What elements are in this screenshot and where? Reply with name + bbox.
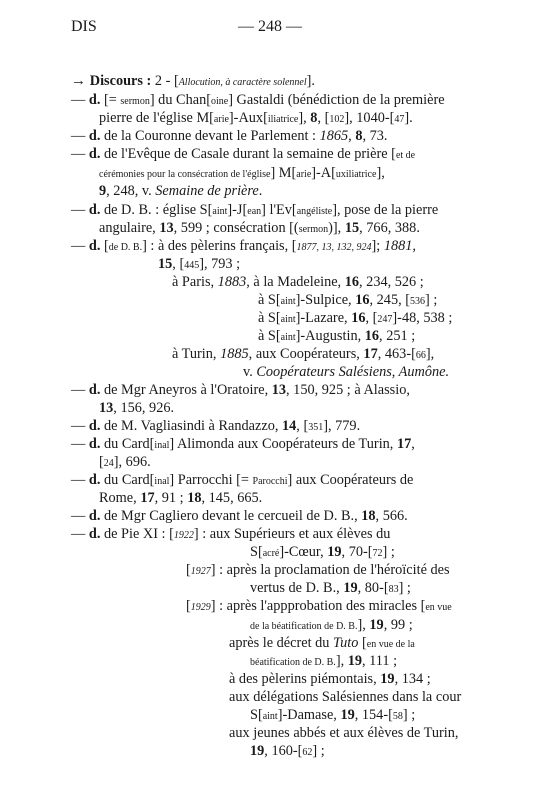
line-segment: — [71, 436, 86, 452]
line-segment: 1881, [383, 238, 416, 254]
line-segment: oine [211, 96, 229, 107]
index-line [229, 689, 461, 706]
line-segment: Allocution, à caractère solennel [178, 77, 307, 88]
line-segment: 19 [380, 671, 395, 687]
line-segment: aux délégations Salésiennes dans la cour [229, 689, 462, 705]
line-segment: ean [247, 206, 262, 217]
line-segment: 18 [187, 490, 202, 506]
line-segment: de Pie XI : [ [103, 526, 174, 542]
line-segment: 247 [377, 314, 393, 325]
line-segment: [ [358, 635, 367, 651]
line-segment: 15 [344, 220, 360, 236]
line-segment: 536 [410, 296, 426, 307]
line-segment: 445 [184, 260, 200, 271]
line-segment: Parocchi [252, 476, 288, 487]
line-segment: d. [85, 92, 104, 108]
line-segment: , 91 ; [154, 490, 188, 506]
line-segment: , 73. [362, 128, 388, 144]
line-segment: 58 [392, 711, 403, 722]
line-segment: 19 [343, 580, 358, 596]
line-segment: , 150, 925 ; à Alassio, [286, 382, 410, 398]
line-segment: ] ; [312, 743, 325, 759]
index-line [186, 598, 452, 616]
page-header [0, 18, 540, 42]
line-segment: 1883 [217, 274, 247, 290]
line-segment: , 463-[ [377, 346, 416, 362]
line-segment: aint [212, 206, 228, 217]
line-segment: , 134 ; [394, 671, 431, 687]
line-segment: , 160-[ [264, 743, 303, 759]
line-segment: S[ [250, 707, 263, 723]
line-segment: ], 1040-[ [344, 110, 395, 126]
line-segment: 8 [310, 110, 318, 126]
line-segment: 66 [415, 350, 426, 361]
line-segment: ]-Aux[ [228, 110, 268, 126]
index-line [250, 743, 325, 761]
line-segment: du Card[ [103, 472, 155, 488]
line-segment: ]-Sulpice, [295, 292, 356, 308]
line-segment: ]. [404, 110, 413, 126]
line-segment: à Turin, [172, 346, 221, 362]
line-segment: d. [85, 508, 104, 524]
line-segment: béatification de D. B. [250, 657, 336, 668]
line-segment: aux jeunes abbés et aux élèves de Turin, [229, 725, 459, 741]
index-line [71, 508, 408, 525]
line-segment: 1885 [220, 346, 249, 362]
index-line [229, 671, 431, 688]
line-segment: , 154-[ [354, 707, 393, 723]
line-segment: , 766, 388. [359, 220, 420, 236]
line-segment: sermon [120, 96, 150, 107]
line-segment: 102 [329, 114, 345, 125]
line-segment: de D. B. : église S[ [103, 202, 213, 218]
line-segment: vertus de D. B., [250, 580, 344, 596]
line-segment: aint [262, 711, 278, 722]
line-segment: 13 [159, 220, 174, 236]
line-segment: ]-A[ [311, 165, 336, 181]
line-segment: d. [85, 418, 104, 434]
line-segment: 1865 [319, 128, 349, 144]
line-segment: iliatrice [267, 114, 299, 125]
line-segment: ], pose de la pierre [332, 202, 439, 218]
line-segment: , [411, 436, 415, 452]
index-line [99, 400, 174, 417]
line-segment: [ [103, 238, 109, 254]
line-segment: de Mgr Cagliero devant le cercueil de D. B., [103, 508, 362, 524]
line-segment: de la Couronne devant le Parlement : [103, 128, 320, 144]
index-line [258, 292, 437, 310]
line-segment: 24 [103, 458, 114, 469]
line-segment: 13 [271, 382, 287, 398]
line-segment: 17 [396, 436, 412, 452]
line-segment: et de [395, 150, 416, 161]
line-segment: . [258, 183, 263, 199]
line-segment: S[ [250, 544, 263, 560]
index-line [99, 454, 151, 472]
line-segment: , 145, 665. [201, 490, 263, 506]
line-segment: en vue [425, 602, 452, 613]
index-line [158, 256, 240, 274]
index-line [258, 328, 415, 346]
line-segment: d. [85, 146, 104, 162]
line-segment: [ [99, 454, 104, 470]
line-segment: 17 [363, 346, 378, 362]
line-segment: aint [280, 332, 296, 343]
line-segment: 2 - [154, 73, 174, 89]
line-segment: ], 793 ; [199, 256, 241, 272]
line-segment: — [71, 418, 86, 434]
line-segment: , 245, [ [369, 292, 411, 308]
line-segment: 47 [394, 114, 405, 125]
line-segment: — [71, 92, 86, 108]
line-segment: , 99 ; [383, 617, 413, 633]
line-segment: 14 [282, 418, 297, 434]
line-segment: en vue de la [366, 639, 415, 650]
line-segment: ], [425, 346, 435, 362]
index-line [99, 165, 385, 183]
line-segment: 19 [347, 653, 363, 669]
line-segment: , [ [317, 110, 330, 126]
index-line [71, 73, 315, 91]
line-segment: d. [85, 436, 104, 452]
line-segment: du Card[ [103, 436, 155, 452]
line-segment: — [71, 238, 86, 254]
line-segment: sermon [298, 224, 329, 235]
index-line [71, 202, 438, 220]
line-segment: ] Parrocchi [= [169, 472, 253, 488]
line-segment: 18 [361, 508, 376, 524]
line-segment: d. [85, 472, 104, 488]
index-line [243, 364, 449, 381]
line-segment: ]-Damase, [277, 707, 341, 723]
index-line [71, 472, 413, 490]
line-segment: ]-Lazare, [295, 310, 352, 326]
index-line [71, 382, 410, 399]
line-segment: , 80-[ [357, 580, 389, 596]
index-line [71, 128, 388, 145]
line-segment: à S[ [258, 292, 281, 308]
line-segment: ], [376, 165, 385, 181]
line-segment: , à la Madeleine, [246, 274, 345, 290]
index-line [258, 310, 452, 328]
index-line [250, 580, 411, 598]
line-segment: , 566. [375, 508, 408, 524]
line-segment: , [ [172, 256, 185, 272]
line-segment: — [71, 146, 86, 162]
line-segment: d. [85, 238, 104, 254]
line-segment: — [71, 472, 86, 488]
line-segment: 1927 [190, 566, 211, 577]
line-segment: pierre de l'église M[ [99, 110, 214, 126]
line-segment: Semaine de prière [155, 183, 259, 199]
line-segment: 1929 [190, 602, 211, 613]
line-segment: 15 [158, 256, 173, 272]
index-line [71, 418, 360, 436]
line-segment: [ [173, 73, 179, 89]
line-segment: ] ; [402, 707, 416, 723]
line-segment: 19 [250, 743, 265, 759]
line-segment: 83 [388, 584, 399, 595]
line-segment: aint [280, 314, 296, 325]
line-segment: ]; [371, 238, 384, 254]
line-segment: de D. B. [108, 242, 143, 253]
line-segment: , [ [296, 418, 309, 434]
line-segment: — [71, 508, 86, 524]
line-segment: ] ; [398, 580, 411, 596]
line-segment: d. [85, 202, 104, 218]
line-segment: — [71, 202, 86, 218]
line-segment: 16 [355, 292, 370, 308]
line-segment: ] Alimonda aux Coopérateurs de Turin, [169, 436, 397, 452]
index-line [99, 110, 413, 128]
line-segment: ]-Augustin, [295, 328, 365, 344]
line-segment: , [348, 128, 356, 144]
line-segment: [= [103, 92, 121, 108]
line-segment: 19 [340, 707, 355, 723]
line-segment: , 111 ; [362, 653, 398, 669]
line-segment: ] M[ [270, 165, 297, 181]
line-segment: d. [85, 526, 104, 542]
line-segment: acré [262, 548, 280, 559]
line-segment: de Mgr Aneyros à l'Oratoire, [103, 382, 272, 398]
line-segment: inal [154, 440, 170, 451]
line-segment: d. [85, 128, 104, 144]
line-segment: , aux Coopérateurs, [248, 346, 364, 362]
line-segment: inal [154, 476, 170, 487]
index-line [99, 220, 420, 238]
line-segment: ] : à des pèlerins français, [ [142, 238, 297, 254]
line-segment: de la béatification de D. B. [250, 621, 358, 632]
page-number: — 248 — [238, 18, 302, 35]
line-segment: ] du Chan[ [149, 92, 211, 108]
running-head: DIS [71, 18, 97, 35]
line-segment: de M. Vagliasindi à Randazzo, [103, 418, 282, 434]
line-segment: , 251 ; [379, 328, 416, 344]
line-segment: 72 [372, 548, 383, 559]
line-segment: 8 [355, 128, 363, 144]
line-segment: , 70-[ [341, 544, 373, 560]
line-segment: ] : aux Supérieurs et aux élèves du [193, 526, 391, 542]
line-segment: 1877, 13, 132, 924 [296, 242, 372, 253]
index-line [71, 436, 415, 454]
line-segment: ], [357, 617, 370, 633]
line-segment: ] l'Ev[ [261, 202, 297, 218]
line-segment: ] aux Coopérateurs de [287, 472, 414, 488]
line-segment: cérémonies pour la consécration de l'église [99, 169, 271, 180]
index-line [71, 238, 416, 256]
line-segment: → [71, 73, 90, 89]
line-segment: d. [85, 382, 104, 398]
index-line [250, 544, 395, 562]
line-segment: angéliste [296, 206, 333, 217]
index-line [186, 562, 450, 580]
line-segment: ], 696. [113, 454, 151, 470]
line-segment: uxiliatrice [335, 169, 377, 180]
line-segment: 9 [99, 183, 107, 199]
index-line [172, 346, 434, 364]
index-line [71, 92, 445, 110]
index-line [99, 490, 262, 507]
line-segment: à S[ [258, 328, 281, 344]
line-segment: ] : après la proclamation de l'héroïcité des [210, 562, 450, 578]
line-segment: arie [213, 114, 229, 125]
line-segment: ] Gastaldi (bénédiction de la première [228, 92, 445, 108]
line-segment: — [71, 128, 86, 144]
line-segment: 16 [364, 328, 380, 344]
line-segment: v. [243, 364, 257, 380]
line-segment: 19 [327, 544, 342, 560]
line-segment: , 234, 526 ; [359, 274, 424, 290]
line-segment: ], [298, 110, 311, 126]
line-segment: ], [335, 653, 348, 669]
line-segment: , 248, v. [106, 183, 156, 199]
line-segment: arie [296, 169, 312, 180]
line-segment: , [ [365, 310, 378, 326]
index-line [229, 725, 459, 742]
line-segment: )], [328, 220, 345, 236]
line-segment: — [71, 526, 86, 542]
line-segment: à Paris, [172, 274, 218, 290]
index-line [71, 146, 415, 164]
line-segment: ] ; [425, 292, 438, 308]
line-segment: Discours : [89, 73, 155, 89]
line-segment: de l'Evêque de Casale durant la semaine de prière [ [103, 146, 396, 162]
line-segment: [ [186, 598, 191, 614]
line-segment: 17 [140, 490, 155, 506]
line-segment: ] : après l'appprobation des miracles [ [210, 598, 426, 614]
line-segment: [ [186, 562, 191, 578]
line-segment: à des pèlerins piémontais, [229, 671, 381, 687]
line-segment: 1922 [173, 530, 194, 541]
line-segment: ]-J[ [227, 202, 248, 218]
index-line [172, 274, 424, 291]
line-segment: après le décret du [229, 635, 333, 651]
index-line [250, 707, 415, 725]
line-segment: 351 [308, 422, 324, 433]
index-line [99, 183, 262, 200]
line-segment: à S[ [258, 310, 281, 326]
index-line [71, 526, 390, 544]
line-segment: — [71, 382, 86, 398]
line-segment: Tuto [333, 635, 359, 651]
line-segment: Coopérateurs Salésiens, Aumône. [256, 364, 450, 380]
line-segment: ]. [306, 73, 315, 89]
line-segment: 19 [369, 617, 384, 633]
index-line [229, 635, 415, 653]
line-segment: aint [280, 296, 296, 307]
line-segment: ], 779. [323, 418, 361, 434]
line-segment: 16 [351, 310, 366, 326]
line-segment: 13 [99, 400, 114, 416]
line-segment: , 599 ; consécration [( [173, 220, 299, 236]
line-segment: ]-Cœur, [279, 544, 328, 560]
line-segment: ]-48, 538 ; [392, 310, 453, 326]
line-segment: angulaire, [99, 220, 160, 236]
line-segment: 16 [344, 274, 360, 290]
line-segment: Rome, [99, 490, 141, 506]
index-line [250, 653, 397, 671]
line-segment: ] ; [382, 544, 395, 560]
line-segment: , 156, 926. [113, 400, 175, 416]
line-segment: 62 [302, 747, 313, 758]
index-line [250, 617, 413, 635]
